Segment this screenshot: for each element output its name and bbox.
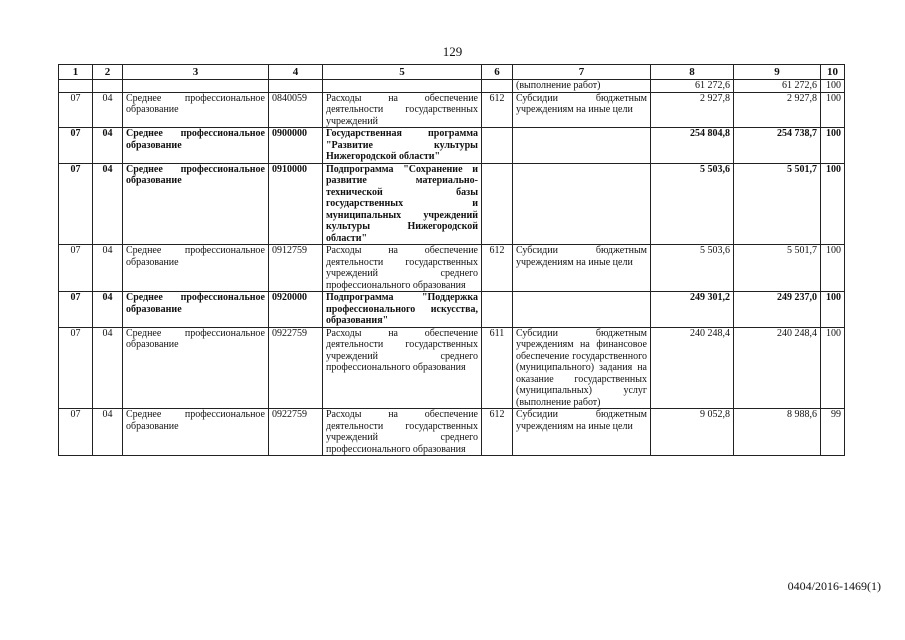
article-name-cell: Расходы на обеспечение деятельности государственных учреждений bbox=[323, 92, 482, 128]
section-name-cell: Среднее профессиональное образование bbox=[123, 163, 269, 245]
expense-type-cell bbox=[482, 292, 513, 328]
column-header: 8 bbox=[651, 65, 734, 80]
target-article-cell: 0922759 bbox=[269, 409, 323, 456]
target-article-cell: 0922759 bbox=[269, 327, 323, 409]
planned-amount-cell: 240 248,4 bbox=[651, 327, 734, 409]
expense-type-name-cell: (выполнение работ) bbox=[513, 80, 651, 93]
planned-amount-cell: 61 272,6 bbox=[651, 80, 734, 93]
document-code: 0404/2016-1469(1) bbox=[787, 579, 881, 593]
section-code-cell: 07 bbox=[59, 409, 93, 456]
subsection-code-cell: 04 bbox=[93, 409, 123, 456]
percent-cell: 99 bbox=[821, 409, 845, 456]
executed-amount-cell: 8 988,6 bbox=[734, 409, 821, 456]
expense-type-name-cell bbox=[513, 163, 651, 245]
expense-type-name-cell bbox=[513, 292, 651, 328]
planned-amount-cell: 249 301,2 bbox=[651, 292, 734, 328]
section-code-cell: 07 bbox=[59, 163, 93, 245]
expense-type-cell bbox=[482, 163, 513, 245]
expense-type-name-cell: Субсидии бюджетным учреждениям на иные цели bbox=[513, 409, 651, 456]
target-article-cell: 0910000 bbox=[269, 163, 323, 245]
column-header: 3 bbox=[123, 65, 269, 80]
page-number: 129 bbox=[442, 44, 463, 59]
section-name-cell: Среднее профессиональное образование bbox=[123, 292, 269, 328]
expense-type-cell: 612 bbox=[482, 245, 513, 292]
planned-amount-cell: 254 804,8 bbox=[651, 128, 734, 164]
executed-amount-cell: 5 501,7 bbox=[734, 163, 821, 245]
article-name-cell bbox=[323, 80, 482, 93]
subsection-code-cell: 04 bbox=[93, 292, 123, 328]
section-name-cell bbox=[123, 80, 269, 93]
executed-amount-cell: 61 272,6 bbox=[734, 80, 821, 93]
subsection-code-cell: 04 bbox=[93, 128, 123, 164]
table-row bbox=[59, 80, 845, 93]
percent-cell: 100 bbox=[821, 163, 845, 245]
section-code-cell: 07 bbox=[59, 128, 93, 164]
table-row bbox=[59, 327, 845, 409]
percent-cell: 100 bbox=[821, 128, 845, 164]
expense-type-name-cell: Субсидии бюджетным учреждениям на финансовое обеспечение государственного (муниципального) задания на оказание государственных (муниципальных) услуг (выполнение работ) bbox=[513, 327, 651, 409]
section-name-cell: Среднее профессиональное образование bbox=[123, 409, 269, 456]
planned-amount-cell: 9 052,8 bbox=[651, 409, 734, 456]
section-name-cell: Среднее профессиональное образование bbox=[123, 128, 269, 164]
section-code-cell bbox=[59, 80, 93, 93]
budget-table bbox=[58, 64, 845, 456]
target-article-cell: 0912759 bbox=[269, 245, 323, 292]
column-header: 7 bbox=[513, 65, 651, 80]
article-name-cell: Государственная программа "Развитие культуры Нижегородской области" bbox=[323, 128, 482, 164]
executed-amount-cell: 240 248,4 bbox=[734, 327, 821, 409]
section-code-cell: 07 bbox=[59, 245, 93, 292]
percent-cell: 100 bbox=[821, 92, 845, 128]
expense-type-name-cell: Субсидии бюджетным учреждениям на иные цели bbox=[513, 92, 651, 128]
subsection-code-cell: 04 bbox=[93, 245, 123, 292]
executed-amount-cell: 2 927,8 bbox=[734, 92, 821, 128]
article-name-cell: Расходы на обеспечение деятельности государственных учреждений среднего профессионального образования bbox=[323, 245, 482, 292]
column-header: 9 bbox=[734, 65, 821, 80]
percent-cell: 100 bbox=[821, 327, 845, 409]
executed-amount-cell: 5 501,7 bbox=[734, 245, 821, 292]
expense-type-cell: 612 bbox=[482, 92, 513, 128]
planned-amount-cell: 2 927,8 bbox=[651, 92, 734, 128]
article-name-cell: Подпрограмма "Поддержка профессионального искусства, образования" bbox=[323, 292, 482, 328]
subsection-code-cell: 04 bbox=[93, 92, 123, 128]
target-article-cell bbox=[269, 80, 323, 93]
table-row bbox=[59, 292, 845, 328]
article-name-cell: Подпрограмма "Сохранение и развитие материально-технической базы государственных и муниципальных учреждений культуры Нижегородской области" bbox=[323, 163, 482, 245]
header-row bbox=[59, 65, 845, 80]
percent-cell: 100 bbox=[821, 245, 845, 292]
subsection-code-cell bbox=[93, 80, 123, 93]
article-name-cell: Расходы на обеспечение деятельности государственных учреждений среднего профессионального образования bbox=[323, 409, 482, 456]
section-code-cell: 07 bbox=[59, 92, 93, 128]
percent-cell: 100 bbox=[821, 80, 845, 93]
planned-amount-cell: 5 503,6 bbox=[651, 163, 734, 245]
subsection-code-cell: 04 bbox=[93, 163, 123, 245]
column-header: 5 bbox=[323, 65, 482, 80]
section-name-cell: Среднее профессиональное образование bbox=[123, 245, 269, 292]
target-article-cell: 0920000 bbox=[269, 292, 323, 328]
expense-type-name-cell: Субсидии бюджетным учреждениям на иные цели bbox=[513, 245, 651, 292]
table-row bbox=[59, 245, 845, 292]
column-header: 4 bbox=[269, 65, 323, 80]
section-name-cell: Среднее профессиональное образование bbox=[123, 92, 269, 128]
column-header: 2 bbox=[93, 65, 123, 80]
expense-type-cell bbox=[482, 128, 513, 164]
target-article-cell: 0840059 bbox=[269, 92, 323, 128]
table-row bbox=[59, 409, 845, 456]
planned-amount-cell: 5 503,6 bbox=[651, 245, 734, 292]
subsection-code-cell: 04 bbox=[93, 327, 123, 409]
table-row bbox=[59, 163, 845, 245]
column-header: 6 bbox=[482, 65, 513, 80]
article-name-cell: Расходы на обеспечение деятельности государственных учреждений среднего профессионального образования bbox=[323, 327, 482, 409]
target-article-cell: 0900000 bbox=[269, 128, 323, 164]
table-row bbox=[59, 92, 845, 128]
expense-type-cell: 611 bbox=[482, 327, 513, 409]
expense-type-name-cell bbox=[513, 128, 651, 164]
percent-cell: 100 bbox=[821, 292, 845, 328]
column-header: 10 bbox=[821, 65, 845, 80]
executed-amount-cell: 254 738,7 bbox=[734, 128, 821, 164]
section-code-cell: 07 bbox=[59, 327, 93, 409]
section-name-cell: Среднее профессиональное образование bbox=[123, 327, 269, 409]
expense-type-cell bbox=[482, 80, 513, 93]
executed-amount-cell: 249 237,0 bbox=[734, 292, 821, 328]
expense-type-cell: 612 bbox=[482, 409, 513, 456]
section-code-cell: 07 bbox=[59, 292, 93, 328]
column-header: 1 bbox=[59, 65, 93, 80]
table-row bbox=[59, 128, 845, 164]
